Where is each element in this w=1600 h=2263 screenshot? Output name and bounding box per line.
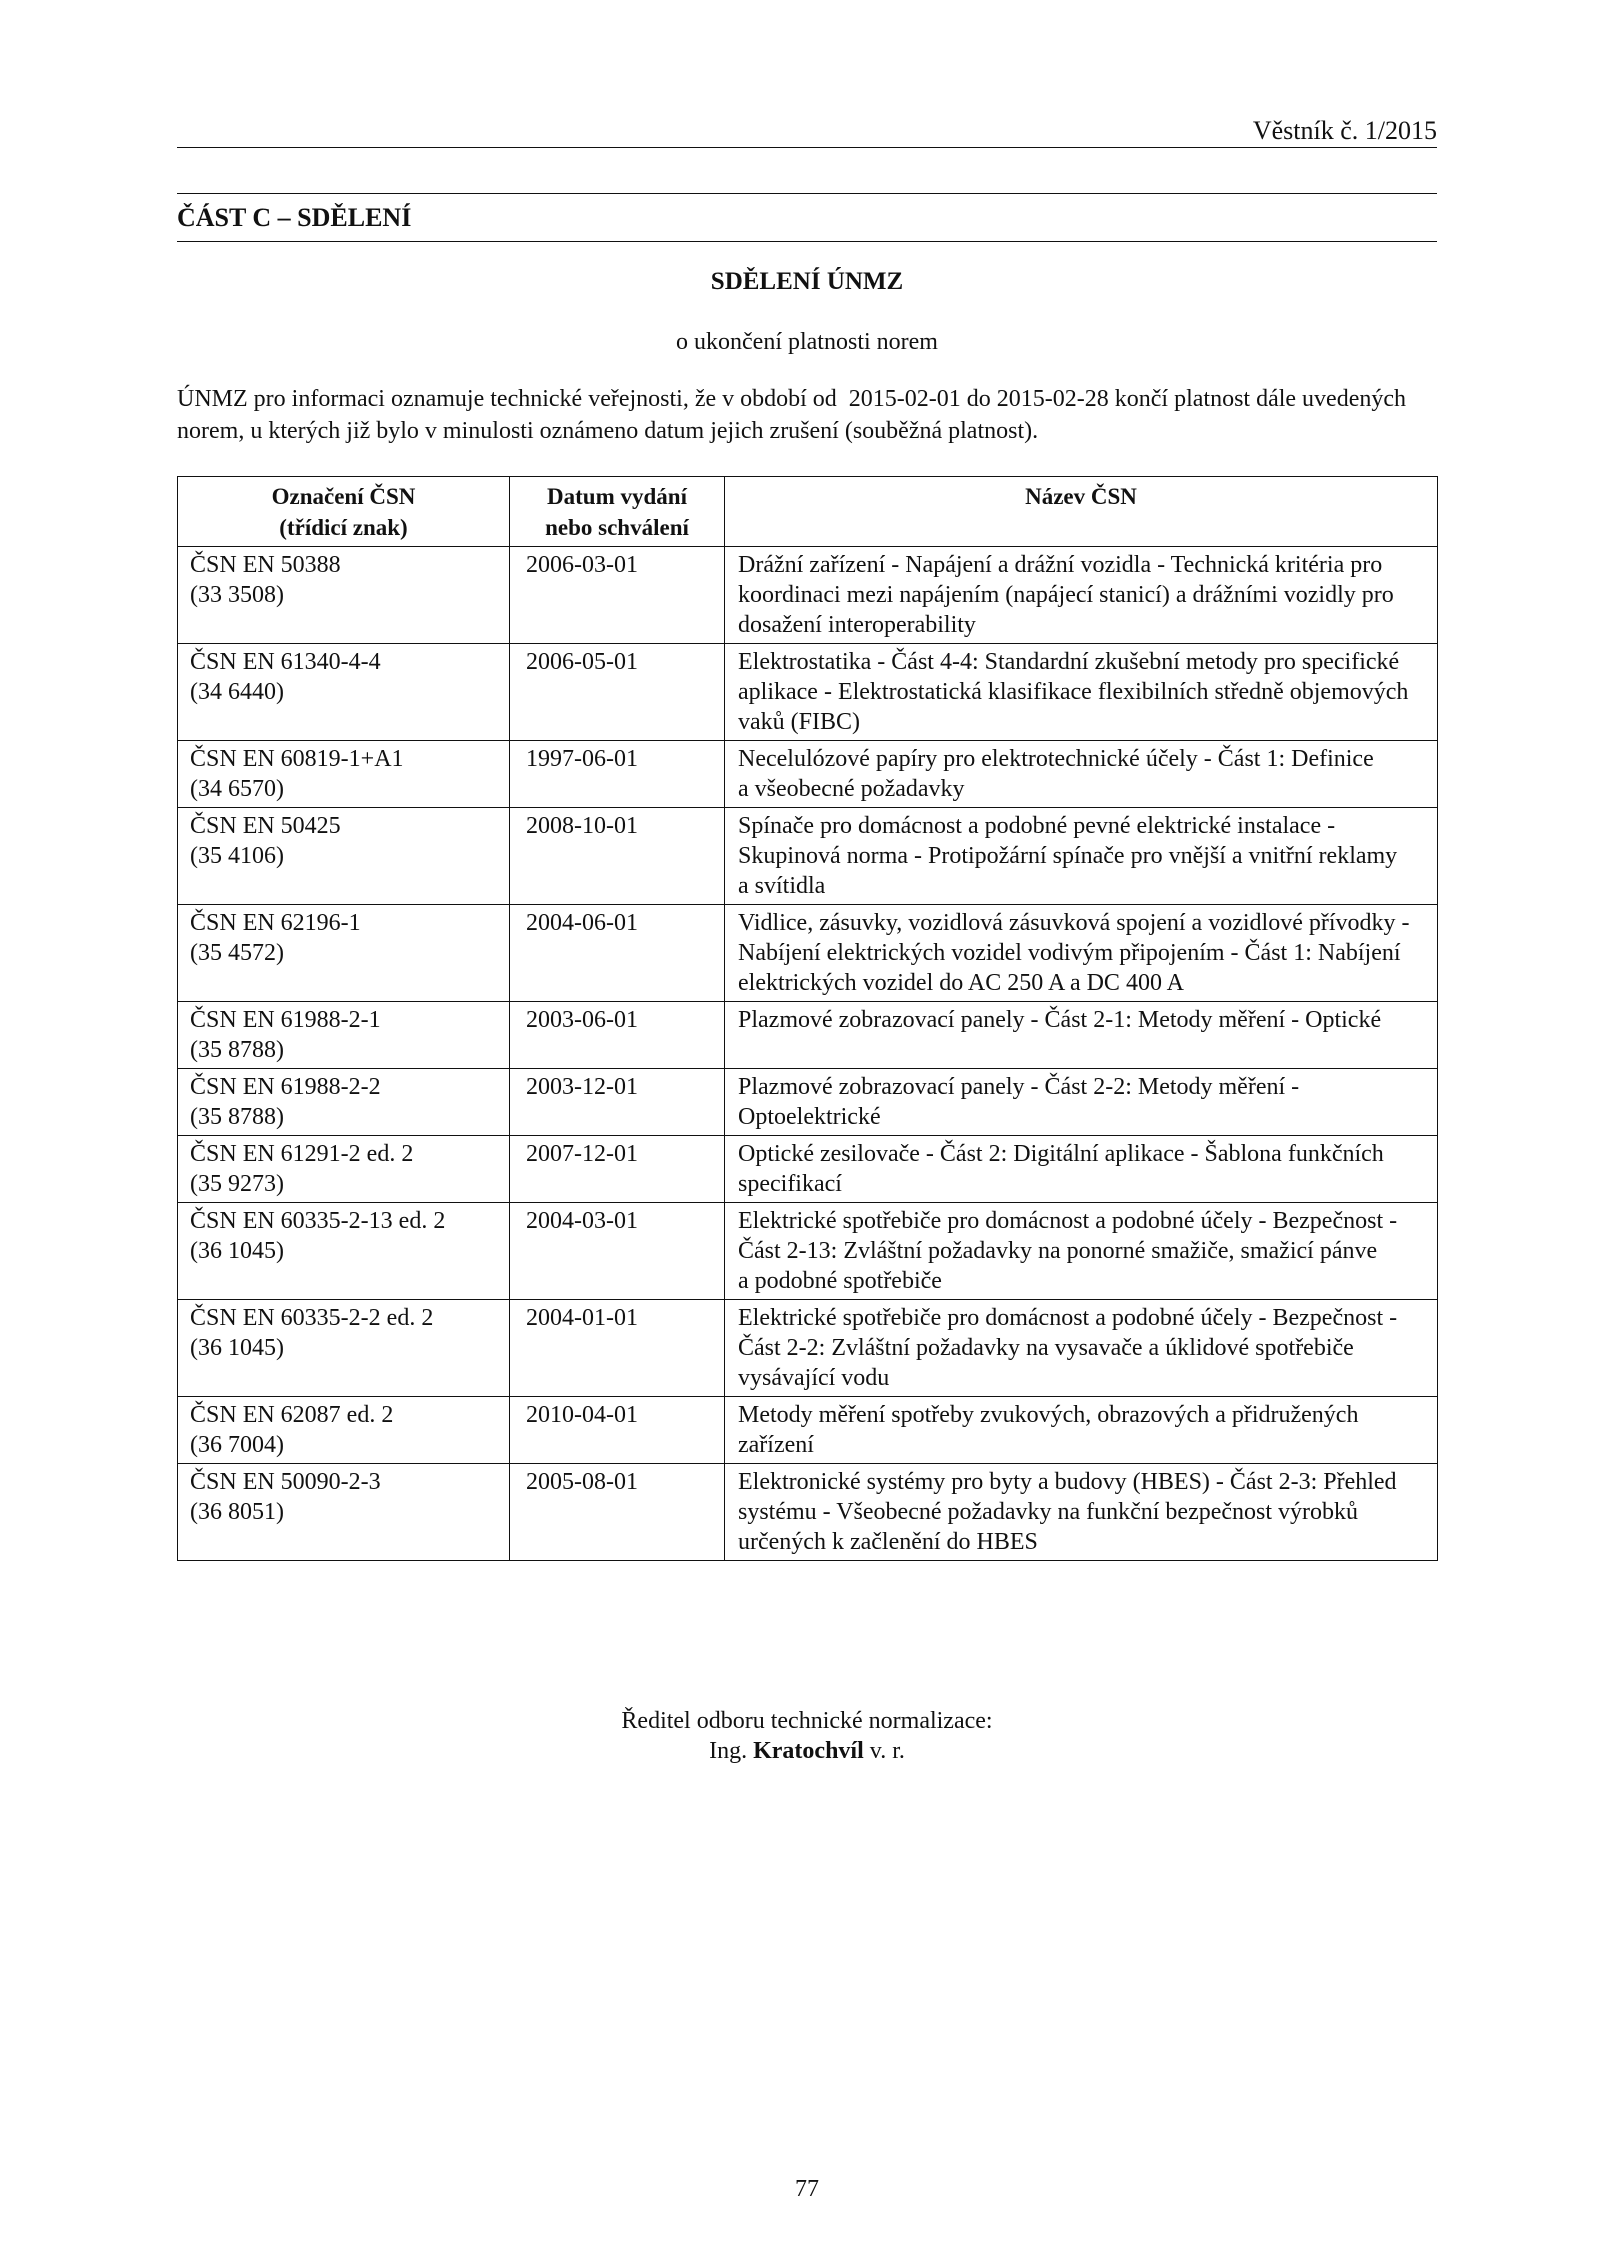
name-cell (725, 547, 1438, 644)
csn-code: ČSN EN 50425 (190, 813, 341, 839)
classification-code: (35 8788) (190, 1104, 284, 1130)
intro-line: norem, u kterých již bylo v minulosti oznámeno datum jejich zrušení (souběžná platnost). (177, 418, 1039, 444)
header-label: nebo schválení (545, 515, 689, 540)
classification-code: (35 9273) (190, 1171, 284, 1197)
designation-cell (178, 1203, 510, 1300)
standard-title-line: Optické zesilovače - Část 2: Digitální aplikace - Šablona funkčních (738, 1141, 1384, 1167)
name-cell (725, 808, 1438, 905)
table-row (178, 1464, 1438, 1561)
designation-cell (178, 741, 510, 808)
header-label: Název ČSN (1025, 484, 1137, 509)
standard-title-line: Elektrické spotřebiče pro domácnost a podobné účely - Bezpečnost - (738, 1305, 1398, 1331)
table-row (178, 905, 1438, 1002)
table-row (178, 1300, 1438, 1397)
designation-cell (178, 1069, 510, 1136)
table-row (178, 644, 1438, 741)
intro-paragraph (177, 383, 1437, 447)
classification-code: (36 7004) (190, 1432, 284, 1458)
date-cell (510, 1203, 725, 1300)
designation-cell (178, 808, 510, 905)
designation-cell (178, 1464, 510, 1561)
standard-title-line: vaků (FIBC) (738, 709, 860, 735)
signature-prefix: Ing. (709, 1738, 748, 1764)
standard-title-line: Drážní zařízení - Napájení a drážní vozidla - Technická kritéria pro (738, 552, 1383, 578)
designation-cell (178, 1300, 510, 1397)
standard-title-line: Elektrické spotřebiče pro domácnost a podobné účely - Bezpečnost - (738, 1208, 1398, 1234)
table-row (178, 808, 1438, 905)
issue-date: 2003-06-01 (526, 1007, 638, 1033)
standard-title-line: a podobné spotřebiče (738, 1268, 942, 1294)
issue-date: 2010-04-01 (526, 1402, 638, 1428)
standard-title-line: Spínače pro domácnost a podobné pevné elektrické instalace - (738, 813, 1336, 839)
csn-code: ČSN EN 50090-2-3 (190, 1469, 381, 1495)
intro-line: ÚNMZ pro informaci oznamuje technické veřejnosti, že v období od 2015-02-01 do 2015-02-28 končí platnost dále uvedených (177, 386, 1407, 412)
header-rule (177, 147, 1437, 148)
csn-code: ČSN EN 61988-2-1 (190, 1007, 381, 1033)
classification-code: (34 6440) (190, 679, 284, 705)
standard-title-line: Necelulózové papíry pro elektrotechnické účely - Část 1: Definice (738, 746, 1374, 772)
classification-code: (35 8788) (190, 1037, 284, 1063)
csn-code: ČSN EN 61988-2-2 (190, 1074, 381, 1100)
section-rule-top (177, 193, 1437, 194)
date-cell (510, 1136, 725, 1203)
date-cell (510, 741, 725, 808)
issue-date: 2007-12-01 (526, 1141, 638, 1167)
standard-title-line: vysávající vodu (738, 1365, 890, 1391)
page-number: 77 (795, 2176, 819, 2202)
designation-cell (178, 1002, 510, 1069)
date-cell (510, 1002, 725, 1069)
table-row (178, 1069, 1438, 1136)
header-label: Datum vydání (547, 484, 687, 509)
csn-code: ČSN EN 62196-1 (190, 910, 361, 936)
standard-title-line: koordinaci mezi napájením (napájecí stanicí) a drážními vozidly pro (738, 582, 1394, 608)
designation-cell (178, 1397, 510, 1464)
standard-title-line: elektrických vozidel do AC 250 A a DC 400 A (738, 970, 1184, 996)
table-row (178, 1397, 1438, 1464)
issue-date: 2004-03-01 (526, 1208, 638, 1234)
date-cell (510, 1300, 725, 1397)
section-rule-bottom (177, 241, 1437, 242)
standard-title-line: Nabíjení elektrických vozidel vodivým připojením - Část 1: Nabíjení (738, 940, 1401, 966)
standard-title-line: Metody měření spotřeby zvukových, obrazových a přidružených (738, 1402, 1359, 1428)
standard-title-line: dosažení interoperability (738, 612, 976, 638)
table-row (178, 1203, 1438, 1300)
standard-title-line: Optoelektrické (738, 1104, 881, 1130)
date-cell (510, 1397, 725, 1464)
name-cell (725, 1397, 1438, 1464)
table-header-row (178, 477, 1438, 547)
csn-code: ČSN EN 61340-4-4 (190, 649, 381, 675)
signature-name: Kratochvíl (753, 1738, 864, 1764)
csn-code: ČSN EN 61291-2 ed. 2 (190, 1141, 414, 1167)
standard-title-line: Část 2-2: Zvláštní požadavky na vysavače a úklidové spotřebiče (738, 1335, 1354, 1361)
classification-code: (35 4106) (190, 843, 284, 869)
table-row (178, 741, 1438, 808)
header-label: (třídicí znak) (279, 515, 408, 540)
csn-code: ČSN EN 60335-2-13 ed. 2 (190, 1208, 446, 1234)
signature-name-line (177, 1736, 1437, 1766)
classification-code: (36 1045) (190, 1335, 284, 1361)
designation-cell (178, 905, 510, 1002)
standard-title-line: a všeobecné požadavky (738, 776, 965, 802)
table-row (178, 1136, 1438, 1203)
standard-title-line: Část 2-13: Zvláštní požadavky na ponorné smažiče, smažicí pánve (738, 1238, 1378, 1264)
bulletin-header: Věstník č. 1/2015 (1252, 116, 1437, 145)
classification-code: (36 8051) (190, 1499, 284, 1525)
standard-title-line: Skupinová norma - Protipožární spínače pro vnější a vnitřní reklamy (738, 843, 1398, 869)
date-cell (510, 547, 725, 644)
standard-title-line: zařízení (738, 1432, 814, 1458)
designation-cell (178, 644, 510, 741)
issue-date: 2005-08-01 (526, 1469, 638, 1495)
csn-code: ČSN EN 60335-2-2 ed. 2 (190, 1305, 434, 1331)
signature-role: Ředitel odboru technické normalizace: (621, 1708, 993, 1734)
designation-cell (178, 547, 510, 644)
standard-title-line: systému - Všeobecné požadavky na funkční bezpečnost výrobků (738, 1499, 1359, 1525)
name-cell (725, 644, 1438, 741)
name-cell (725, 1136, 1438, 1203)
notice-subtitle: o ukončení platnosti norem (676, 329, 938, 355)
name-cell (725, 1300, 1438, 1397)
issue-date: 2006-03-01 (526, 552, 638, 578)
date-cell (510, 1464, 725, 1561)
issue-date: 2003-12-01 (526, 1074, 638, 1100)
standard-title-line: a svítidla (738, 873, 826, 899)
name-cell (725, 1203, 1438, 1300)
date-cell (510, 905, 725, 1002)
section-title: ČÁST C – SDĚLENÍ (177, 203, 412, 232)
date-cell (510, 808, 725, 905)
standard-title-line: určených k začlenění do HBES (738, 1529, 1038, 1555)
standard-title-line: Vidlice, zásuvky, vozidlová zásuvková spojení a vozidlové přívodky - (738, 910, 1410, 936)
issue-date: 2004-01-01 (526, 1305, 638, 1331)
standard-title-line: aplikace - Elektrostatická klasifikace flexibilních středně objemových (738, 679, 1409, 705)
issue-date: 1997-06-01 (526, 746, 638, 772)
csn-code: ČSN EN 62087 ed. 2 (190, 1402, 394, 1428)
designation-cell (178, 1136, 510, 1203)
csn-code: ČSN EN 60819-1+A1 (190, 746, 404, 772)
standard-title-line: Elektrostatika - Část 4-4: Standardní zkušební metody pro specifické (738, 649, 1400, 675)
standard-title-line: Elektronické systémy pro byty a budovy (HBES) - Část 2-3: Přehled (738, 1469, 1397, 1495)
signature-block (177, 1706, 1437, 1766)
standard-title-line: specifikací (738, 1171, 842, 1197)
notice-title: SDĚLENÍ ÚNMZ (710, 268, 904, 295)
date-cell (510, 644, 725, 741)
issue-date: 2008-10-01 (526, 813, 638, 839)
classification-code: (34 6570) (190, 776, 284, 802)
classification-code: (36 1045) (190, 1238, 284, 1264)
table-row (178, 547, 1438, 644)
standard-title-line: Plazmové zobrazovací panely - Část 2-1: Metody měření - Optické (738, 1007, 1382, 1033)
classification-code: (33 3508) (190, 582, 284, 608)
date-cell (510, 1069, 725, 1136)
name-cell (725, 1464, 1438, 1561)
name-cell (725, 905, 1438, 1002)
header-designation (178, 477, 510, 547)
table-row (178, 1002, 1438, 1069)
name-cell (725, 1069, 1438, 1136)
csn-code: ČSN EN 50388 (190, 552, 341, 578)
header-name (725, 477, 1438, 547)
header-date (510, 477, 725, 547)
issue-date: 2004-06-01 (526, 910, 638, 936)
name-cell (725, 1002, 1438, 1069)
standard-title-line: Plazmové zobrazovací panely - Část 2-2: Metody měření - (738, 1074, 1300, 1100)
issue-date: 2006-05-01 (526, 649, 638, 675)
header-label: Označení ČSN (271, 484, 416, 509)
name-cell (725, 741, 1438, 808)
standards-table (177, 476, 1438, 1561)
classification-code: (35 4572) (190, 940, 284, 966)
signature-suffix: v. r. (869, 1738, 905, 1764)
